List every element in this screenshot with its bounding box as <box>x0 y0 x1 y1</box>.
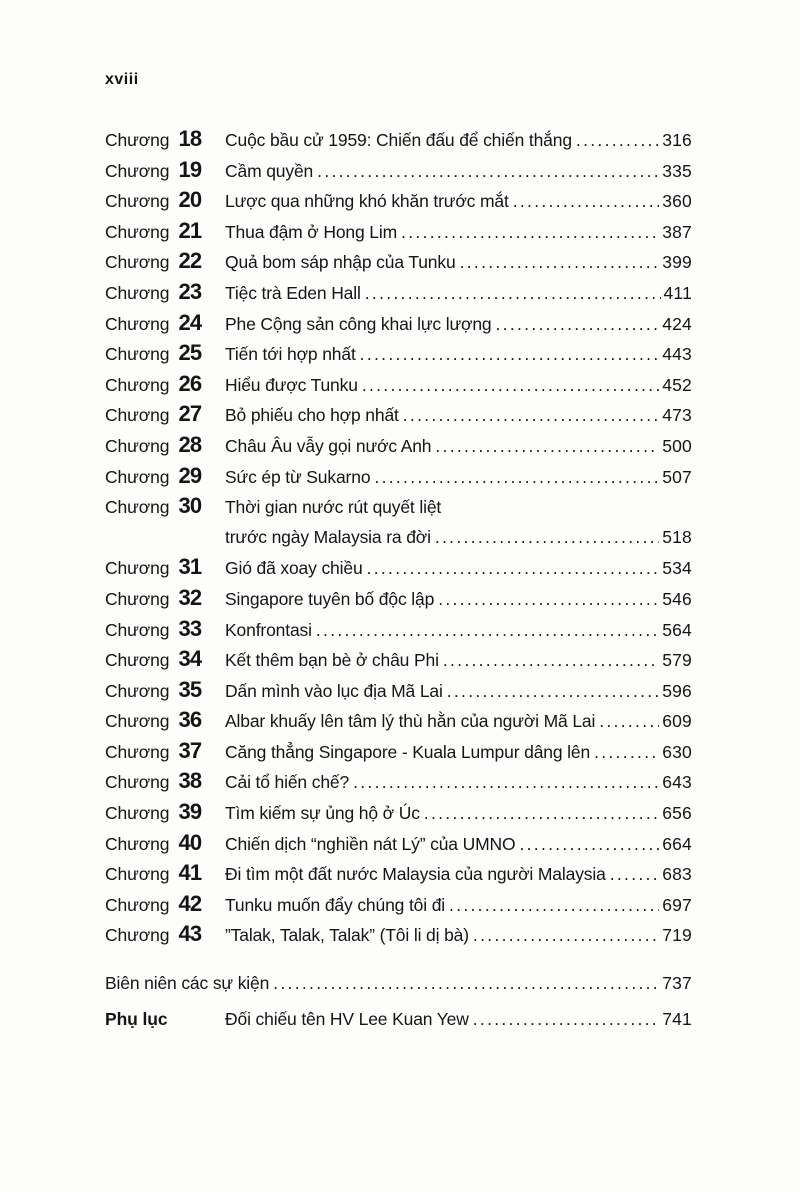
entry-page-number: 335 <box>662 160 692 181</box>
toc-list <box>105 124 692 950</box>
dot-leader <box>443 645 659 676</box>
entry-title-cell <box>225 522 692 553</box>
toc-entry <box>105 736 692 767</box>
entry-title-cell <box>225 767 692 798</box>
chapter-label: Chương <box>105 405 170 426</box>
chapter-number: 37 <box>178 737 202 763</box>
toc-extra-entry <box>105 966 692 1002</box>
entry-title-cell <box>225 217 692 248</box>
toc-entry <box>105 430 692 461</box>
chapter-label-cell <box>105 736 225 768</box>
chapter-label: Chương <box>105 619 170 640</box>
entry-title-cell <box>225 400 692 431</box>
entry-page-number: 697 <box>662 894 692 915</box>
toc-entry <box>105 644 692 675</box>
chapter-label: Chương <box>105 221 170 242</box>
entry-page-number: 737 <box>662 973 692 994</box>
chapter-number: 32 <box>178 584 202 610</box>
chapter-number: 26 <box>178 370 202 396</box>
chapter-label: Chương <box>105 344 170 365</box>
dot-leader <box>473 1002 659 1038</box>
entry-page-number: 719 <box>662 925 692 946</box>
dot-leader <box>576 125 659 156</box>
entry-page-number: 656 <box>662 803 692 824</box>
entry-title: Thời gian nước rút quyết liệt <box>225 497 442 518</box>
entry-page-number: 664 <box>662 833 692 854</box>
entry-page-number: 473 <box>662 405 692 426</box>
chapter-label: Chương <box>105 833 170 854</box>
toc-entry <box>105 675 692 706</box>
toc-entry <box>105 614 692 645</box>
entry-title: Đi tìm một đất nước Malaysia của người Malaysia <box>225 864 606 885</box>
chapter-label-cell <box>105 185 225 217</box>
entry-title-cell <box>225 339 692 370</box>
entry-title: Căng thẳng Singapore - Kuala Lumpur dâng lên <box>225 741 591 762</box>
entry-title: Dấn mình vào lục địa Mã Lai <box>225 680 443 701</box>
chapter-number: 24 <box>178 309 202 335</box>
dot-leader <box>438 584 659 615</box>
chapter-number: 22 <box>178 248 202 274</box>
entry-title-cell <box>105 966 692 1002</box>
entry-title: Albar khuấy lên tâm lý thù hằn của người Mã Lai <box>225 711 596 732</box>
chapter-number: 43 <box>178 921 202 947</box>
chapter-label-cell <box>105 675 225 707</box>
toc-entry <box>105 246 692 277</box>
entry-title: Hiểu được Tunku <box>225 374 358 395</box>
entry-title-cell <box>225 125 692 156</box>
chapter-label: Chương <box>105 313 170 334</box>
chapter-label: Chương <box>105 252 170 273</box>
entry-title: Gió đã xoay chiều <box>225 558 363 579</box>
dot-leader <box>367 553 660 584</box>
entry-title: Biên niên các sự kiện <box>105 973 270 994</box>
toc-entry <box>105 185 692 216</box>
entry-page-number: 596 <box>662 680 692 701</box>
chapter-label: Chương <box>105 772 170 793</box>
chapter-label: Chương <box>105 741 170 762</box>
chapter-label-cell <box>105 766 225 798</box>
chapter-label: Chương <box>105 130 170 150</box>
chapter-label: Chương <box>105 374 170 395</box>
chapter-number: 20 <box>178 187 202 213</box>
entry-title-cell <box>225 829 692 860</box>
dot-leader <box>460 247 660 278</box>
chapter-label: Chương <box>105 191 170 212</box>
chapter-label-cell <box>105 919 225 951</box>
toc-entry <box>105 797 692 828</box>
chapter-label: Chương <box>105 435 170 456</box>
entry-page-number: 630 <box>662 741 692 762</box>
toc-entry <box>105 399 692 430</box>
entry-page-number: 424 <box>662 313 692 334</box>
entry-page-number: 500 <box>662 435 692 456</box>
entry-title: ”Talak, Talak, Talak” (Tôi li dị bà) <box>225 925 469 946</box>
chapter-number: 33 <box>178 615 202 641</box>
dot-leader <box>435 522 659 553</box>
toc-entry <box>105 766 692 797</box>
dot-leader <box>435 431 659 462</box>
entry-title: Konfrontasi <box>225 619 312 640</box>
entry-page-number: 387 <box>662 221 692 242</box>
entry-title: Cầm quyền <box>225 160 314 181</box>
dot-leader <box>610 859 659 890</box>
entry-page-number: 741 <box>662 1008 692 1029</box>
dot-leader <box>365 278 661 309</box>
chapter-number: 41 <box>178 860 202 886</box>
dot-leader <box>594 737 659 768</box>
entry-title-cell <box>225 706 692 737</box>
entry-title: Tiến tới hợp nhất <box>225 344 356 365</box>
entry-page-number: 534 <box>662 558 692 579</box>
entry-title: Tunku muốn đẩy chúng tôi đi <box>225 894 446 915</box>
chapter-label: Chương <box>105 588 170 609</box>
chapter-number: 23 <box>178 278 202 304</box>
chapter-label: Phụ lục <box>105 1008 168 1029</box>
chapter-number: 21 <box>178 217 202 243</box>
entry-title: Cải tổ hiến chế? <box>225 772 350 793</box>
toc-entry <box>105 919 692 950</box>
entry-page-number: 564 <box>662 619 692 640</box>
entry-page-number: 360 <box>662 191 692 212</box>
dot-leader <box>374 462 659 493</box>
chapter-label: Chương <box>105 803 170 824</box>
entry-title-cell <box>225 309 692 340</box>
chapter-number: 31 <box>178 554 202 580</box>
entry-title: Châu Âu vẫy gọi nước Anh <box>225 435 432 456</box>
chapter-label-cell <box>105 828 225 860</box>
dot-leader <box>401 217 659 248</box>
chapter-label-cell <box>105 858 225 890</box>
entry-title: Quả bom sáp nhập của Tunku <box>225 252 456 273</box>
entry-title-cell <box>225 645 692 676</box>
entry-title: Tìm kiếm sự ủng hộ ở Úc <box>225 803 420 824</box>
entry-page-number: 399 <box>662 252 692 273</box>
toc-entry <box>105 858 692 889</box>
chapter-label: Chương <box>105 558 170 579</box>
entry-title-cell <box>225 584 692 615</box>
entry-title-cell <box>225 156 692 187</box>
chapter-label: Chương <box>105 894 170 915</box>
chapter-label: Chương <box>105 466 170 487</box>
toc-entry <box>105 338 692 369</box>
chapter-number: 25 <box>178 340 202 366</box>
dot-leader <box>519 829 659 860</box>
chapter-label-cell <box>105 338 225 370</box>
toc-entry <box>105 124 692 155</box>
entry-title-cell <box>225 676 692 707</box>
dot-leader <box>449 890 659 921</box>
chapter-number: 36 <box>178 707 202 733</box>
chapter-label: Chương <box>105 925 170 946</box>
chapter-label-cell <box>105 308 225 340</box>
toc-entry <box>105 705 692 736</box>
dot-leader <box>353 767 659 798</box>
entry-title: Cuộc bầu cử 1959: Chiến đấu để chiến thắng <box>225 130 572 150</box>
entry-title-cell <box>225 462 692 493</box>
dot-leader <box>362 370 659 401</box>
chapter-label: Chương <box>105 650 170 671</box>
toc-extras <box>105 966 692 1037</box>
chapter-label-cell <box>105 797 225 829</box>
chapter-label: Chương <box>105 864 170 885</box>
entry-title-cell <box>225 920 692 951</box>
entry-title-cell <box>225 553 692 584</box>
entry-title: Kết thêm bạn bè ở châu Phi <box>225 650 439 671</box>
chapter-label-cell <box>105 246 225 278</box>
chapter-label-cell <box>105 614 225 646</box>
chapter-label-cell <box>105 430 225 462</box>
chapter-label: Chương <box>105 160 170 181</box>
toc-entry <box>105 216 692 247</box>
chapter-label-cell <box>105 583 225 615</box>
entry-title: Sức ép từ Sukarno <box>225 466 371 487</box>
entry-title-cell <box>225 431 692 462</box>
chapter-label-cell <box>105 124 225 156</box>
chapter-label-cell <box>105 399 225 431</box>
chapter-label-cell <box>105 705 225 737</box>
entry-title-cell <box>225 492 692 523</box>
chapter-number: 19 <box>178 156 202 182</box>
entry-page-number: 507 <box>662 466 692 487</box>
chapter-label-cell <box>105 277 225 309</box>
toc-entry-continuation <box>105 522 692 553</box>
chapter-label-cell <box>105 155 225 187</box>
chapter-number: 40 <box>178 829 202 855</box>
chapter-label-cell <box>105 552 225 584</box>
dot-leader <box>403 400 659 431</box>
chapter-label: Chương <box>105 680 170 701</box>
dot-leader <box>599 706 659 737</box>
entry-page-number: 518 <box>662 526 692 547</box>
dot-leader <box>513 186 659 217</box>
entry-title: Lược qua những khó khăn trước mắt <box>225 191 509 212</box>
chapter-label-cell <box>105 644 225 676</box>
toc-entry <box>105 461 692 492</box>
dot-leader <box>447 676 659 707</box>
chapter-label: Chương <box>105 282 170 303</box>
entry-title: Đối chiếu tên HV Lee Kuan Yew <box>225 1008 469 1029</box>
entry-page-number: 683 <box>662 864 692 885</box>
chapter-number: 27 <box>178 401 202 427</box>
entry-title-cell <box>225 890 692 921</box>
entry-title-cell <box>225 1002 692 1038</box>
toc-entry <box>105 308 692 339</box>
entry-title: Chiến dịch “nghiền nát Lý” của UMNO <box>225 833 516 854</box>
dot-leader <box>360 339 660 370</box>
dot-leader <box>424 798 659 829</box>
chapter-number: 34 <box>178 646 202 672</box>
entry-title-cell <box>225 186 692 217</box>
entry-title-cell <box>225 247 692 278</box>
chapter-label-cell <box>105 461 225 493</box>
entry-title-cell <box>225 737 692 768</box>
entry-title: Tiệc trà Eden Hall <box>225 282 361 303</box>
entry-title: Bỏ phiếu cho hợp nhất <box>225 405 399 426</box>
chapter-label-cell <box>105 889 225 921</box>
entry-title: Phe Cộng sản công khai lực lượng <box>225 313 492 334</box>
chapter-number: 35 <box>178 676 202 702</box>
chapter-number: 39 <box>178 799 202 825</box>
dot-leader <box>316 615 659 646</box>
toc-entry <box>105 828 692 859</box>
chapter-label-cell <box>105 216 225 248</box>
entry-page-number: 443 <box>662 344 692 365</box>
dot-leader <box>273 966 659 1002</box>
dot-leader <box>473 920 659 951</box>
entry-title-cell <box>225 278 692 309</box>
chapter-number: 38 <box>178 768 202 794</box>
chapter-label: Chương <box>105 711 170 732</box>
entry-title: Singapore tuyên bố độc lập <box>225 588 435 609</box>
chapter-label-cell <box>105 1002 225 1038</box>
entry-title-cell <box>225 370 692 401</box>
dot-leader <box>496 309 660 340</box>
dot-leader <box>317 156 659 187</box>
chapter-number: 42 <box>178 890 202 916</box>
entry-title: Thua đậm ở Hong Lim <box>225 221 398 242</box>
entry-page-number: 579 <box>662 650 692 671</box>
entry-page-number: 411 <box>663 282 692 303</box>
chapter-label-cell <box>105 369 225 401</box>
toc-entry <box>105 369 692 400</box>
chapter-label: Chương <box>105 497 170 518</box>
toc-entry <box>105 491 692 522</box>
chapter-number: 30 <box>178 493 202 519</box>
toc-entry <box>105 583 692 614</box>
entry-page-number: 452 <box>662 374 692 395</box>
chapter-number: 29 <box>178 462 202 488</box>
toc-extra-entry <box>105 1002 692 1038</box>
toc-entry <box>105 277 692 308</box>
entry-page-number: 316 <box>662 130 692 150</box>
toc-entry <box>105 155 692 186</box>
entry-page-number: 643 <box>662 772 692 793</box>
chapter-number: 18 <box>178 126 202 151</box>
toc-entry <box>105 889 692 920</box>
entry-title-cell <box>225 859 692 890</box>
entry-title-cell <box>225 615 692 646</box>
entry-title-cell <box>225 798 692 829</box>
entry-page-number: 546 <box>662 588 692 609</box>
entry-page-number: 609 <box>662 711 692 732</box>
chapter-label-cell <box>105 491 225 523</box>
entry-title: trước ngày Malaysia ra đời <box>225 526 431 547</box>
chapter-number: 28 <box>178 431 202 457</box>
page-number-folio: xviii <box>105 71 139 88</box>
toc-entry <box>105 552 692 583</box>
